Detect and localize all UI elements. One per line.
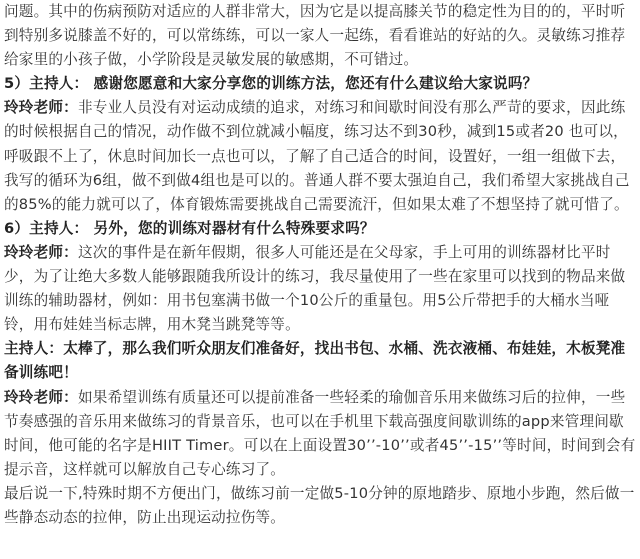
speaker-label: 主持人： bbox=[4, 340, 64, 358]
answer-text: 如果希望训练有质量还可以提前准备一些轻柔的瑜伽音乐用来做练习后的拉伸，一些节奏感强的音乐用来做练习的背景音乐，也可以在手机里下载高强度间歇训练的app来管理间歇时间，他可能的名字是HIIT Timer。可以在上面设置30’’-10’’或者45’’-15’’等时间，时间到会有提示音，这样就可以解放自己专心练习了。 bbox=[4, 388, 636, 478]
paragraph-closing bbox=[4, 482, 637, 530]
paragraph-text: 最后说一下,特殊时期不方便出门，做练习前一定做5-10分钟的原地踏步、原地小步跑，然后做一些静态动态的拉伸，防止出现运动拉伤等。 bbox=[4, 484, 635, 526]
question-text: 6）主持人： 另外，您的训练对器材有什么特殊要求吗？ bbox=[4, 219, 375, 237]
speaker-label: 玲玲老师： bbox=[4, 388, 78, 406]
host-question-6 bbox=[4, 217, 637, 241]
teacher-answer-6 bbox=[4, 241, 637, 337]
host-question-5 bbox=[4, 72, 637, 96]
answer-text: 非专业人员没有对运动成绩的追求，对练习和间歇时间没有那么严苛的要求，因此练的时候根据自己的情况，动作做不到位就减小幅度，练习达不到30秒，减到15或者20 也可以，呼吸跟不上了，休息时间加长一点也可以，了解了自己适合的时间，设置好，一组一组做下去，我写的循环为6组，做不到做4组也是可以的。普通人群不要太强迫自己，我们希望大家挑战自己的85%的能力就可以了，体育锻炼需要挑战自己需要流汗，但如果太难了不想坚持了就可惜了。 bbox=[4, 99, 630, 213]
host-remark bbox=[4, 337, 637, 385]
paragraph-intro bbox=[4, 0, 637, 72]
speaker-label: 玲玲老师： bbox=[4, 99, 78, 117]
speaker-label: 玲玲老师： bbox=[4, 243, 78, 261]
question-text: 5）主持人： 感谢您愿意和大家分享您的训练方法，您还有什么建议给大家说吗？ bbox=[4, 75, 538, 93]
teacher-answer-5 bbox=[4, 96, 637, 216]
teacher-answer-music bbox=[4, 386, 637, 482]
answer-text: 这次的事件是在新年假期，很多人可能还是在父母家，手上可用的训练器材比平时少，为了让绝大多数人能够跟随我所设计的练习，我尽量使用了一些在家里可以找到的物品来做训练的辅助器材，例如：用书包塞满书做一个10公斤的重量包。用5公斤带把手的大桶水当哑铃，用布娃娃当标志牌，用木凳当跳凳等等。 bbox=[4, 243, 626, 334]
highlight-text: 太棒了，那么我们听众朋友们准备好，找出书包、水桶、洗衣液桶、布娃娃，木板凳准备训练吧！ bbox=[4, 340, 626, 382]
paragraph-text: 问题。其中的伤病预防对适应的人群非常大，因为它是以提高膝关节的稳定性为目的的，平时听到特别多说膝盖不好的，可以常练练，可以一家人一起练，看看谁站的好站的久。灵敏练习推荐给家里的小孩子做，小学阶段是灵敏发展的敏感期，不可错过。 bbox=[4, 3, 626, 69]
